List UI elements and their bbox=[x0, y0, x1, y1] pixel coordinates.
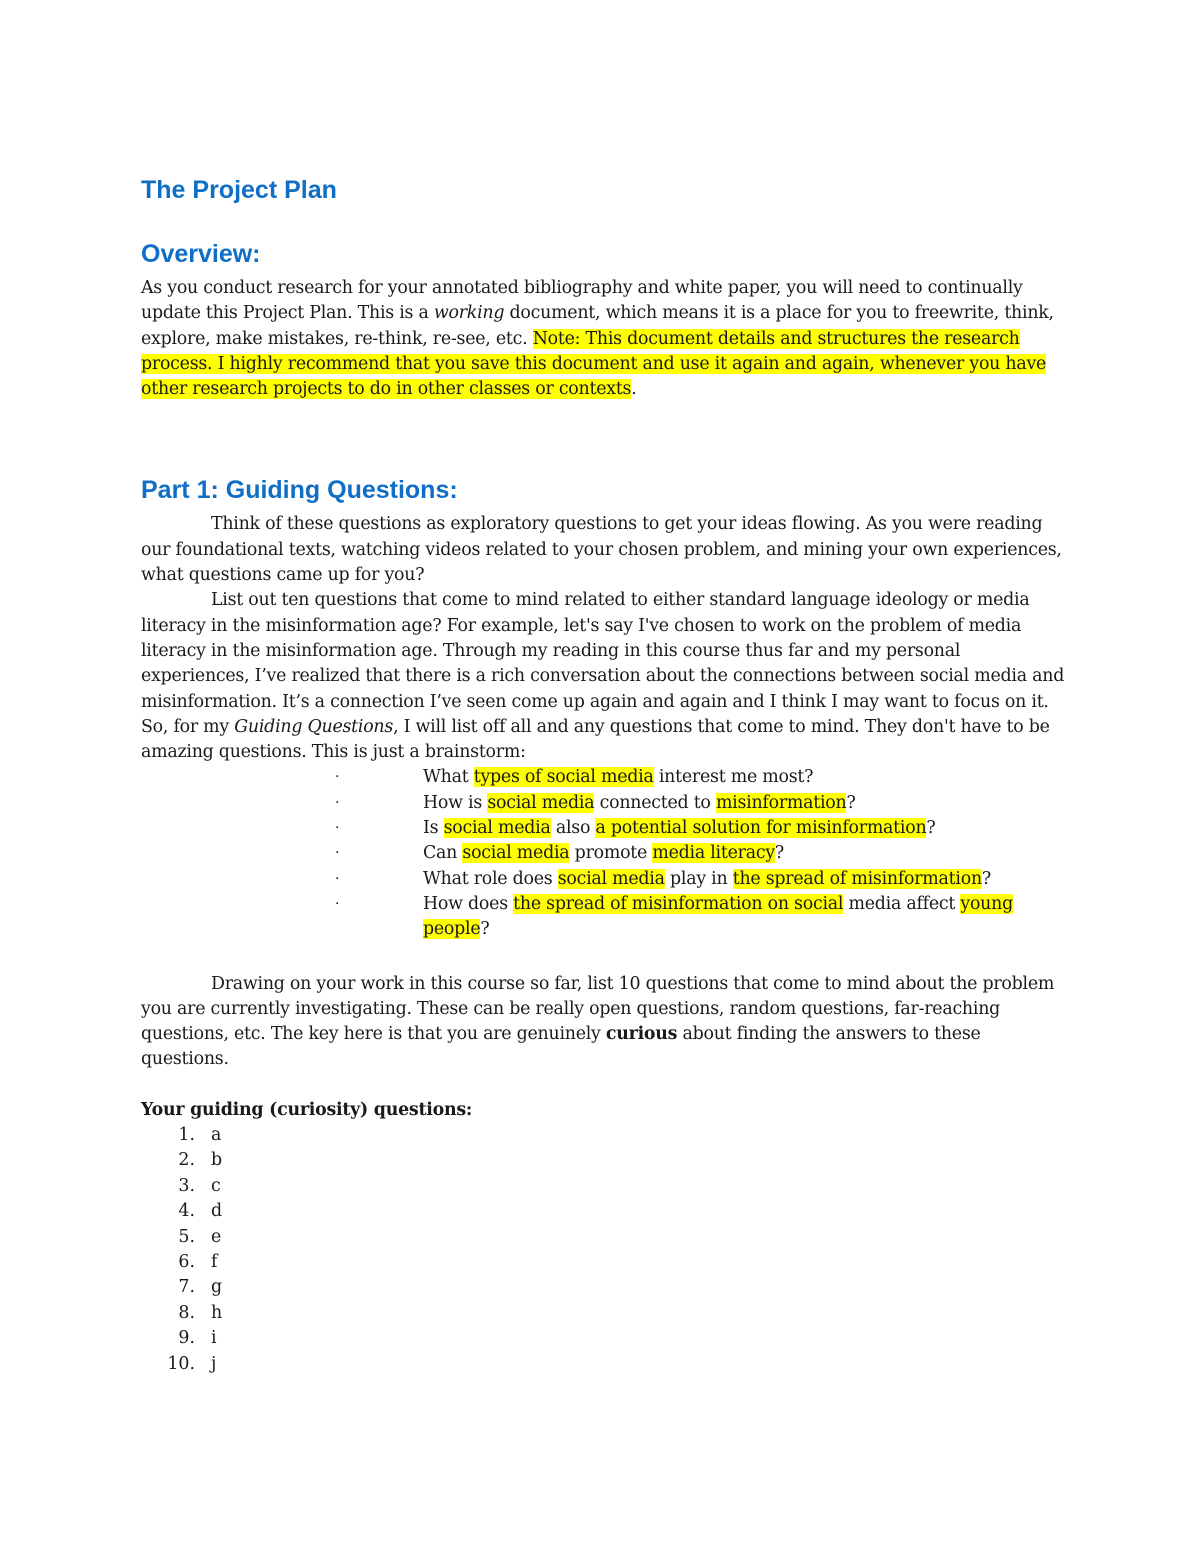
document-title: The Project Plan bbox=[141, 176, 337, 204]
curiosity-questions-list bbox=[141, 1123, 1071, 1377]
bullet-text: promote bbox=[569, 843, 653, 864]
overview-text-b: document, which means it is a place for you to freewrite, think, explore, make mistakes, re-think, re-see, etc. bbox=[141, 303, 1054, 349]
list-text: f bbox=[211, 1252, 218, 1273]
bullet-text: play in bbox=[664, 868, 733, 889]
bullet-item bbox=[141, 867, 1071, 892]
list-text: i bbox=[211, 1328, 217, 1349]
bullet-text: ? bbox=[926, 818, 936, 839]
list-text: b bbox=[211, 1150, 223, 1171]
list-number: 1. bbox=[178, 1125, 195, 1146]
highlighted-text: young people bbox=[423, 893, 1013, 940]
highlighted-text: social media bbox=[557, 868, 665, 889]
drawing-text-b: about finding the answers to these questions. bbox=[141, 1024, 981, 1070]
list-number: 10. bbox=[167, 1353, 195, 1374]
highlighted-text: media literacy bbox=[652, 843, 775, 864]
drawing-text-a: Drawing on your work in this course so far, list 10 questions that come to mind about the problem you are currently investigating. These can be really open questions, random questions, far-reaching questions, etc. The key here is that you are genuinely bbox=[141, 973, 1055, 1045]
guiding-p2-italic: Guiding Questions bbox=[234, 716, 394, 737]
bullet-text: ? bbox=[480, 919, 490, 940]
bullet-dot-icon: · bbox=[335, 820, 340, 837]
list-text: c bbox=[211, 1175, 221, 1196]
bullet-dot-icon: · bbox=[335, 769, 340, 786]
bullet-item bbox=[141, 791, 1071, 816]
list-item bbox=[141, 1275, 1071, 1300]
bullet-dot-icon: · bbox=[335, 794, 340, 811]
list-item bbox=[141, 1123, 1071, 1148]
highlighted-text: types of social media bbox=[473, 767, 654, 788]
list-number: 8. bbox=[178, 1302, 195, 1323]
list-number: 9. bbox=[178, 1328, 195, 1349]
highlighted-text: social media bbox=[443, 818, 551, 839]
drawing-bold-word: curious bbox=[605, 1024, 678, 1045]
list-item bbox=[141, 1225, 1071, 1250]
list-item bbox=[141, 1250, 1071, 1275]
highlighted-text: social media bbox=[462, 843, 570, 864]
list-item bbox=[141, 1301, 1071, 1326]
bullet-text: ? bbox=[774, 843, 784, 864]
list-text: a bbox=[211, 1125, 222, 1146]
list-number: 2. bbox=[178, 1150, 195, 1171]
bullet-item bbox=[141, 892, 1071, 943]
bullet-text: Is bbox=[423, 818, 444, 839]
overview-italic-word: working bbox=[433, 303, 505, 324]
overview-text-a: As you conduct research for your annotated bibliography and white paper, you will need to continually update this Project Plan. This is a bbox=[141, 278, 1023, 324]
highlighted-text: a potential solution for misinformation bbox=[595, 818, 927, 839]
overview-heading: Overview: bbox=[141, 240, 261, 268]
bullet-text: ? bbox=[846, 792, 856, 813]
highlighted-text: social media bbox=[487, 792, 595, 813]
bullet-text: What role does bbox=[423, 868, 558, 889]
list-text: e bbox=[211, 1226, 222, 1247]
bullet-text: How does bbox=[423, 893, 514, 914]
bullet-item bbox=[141, 816, 1071, 841]
overview-paragraph bbox=[141, 276, 1071, 402]
bullet-text: connected to bbox=[594, 792, 716, 813]
bullet-item bbox=[141, 841, 1071, 866]
bullet-text: What bbox=[423, 767, 474, 788]
list-item bbox=[141, 1148, 1071, 1173]
bullet-text: How is bbox=[423, 792, 488, 813]
list-text: g bbox=[211, 1277, 223, 1298]
list-text: h bbox=[211, 1302, 223, 1323]
drawing-paragraph bbox=[141, 972, 1071, 1073]
bullet-text: ? bbox=[981, 868, 991, 889]
guiding-p2-text-a: List out ten questions that come to mind related to either standard language ideology or media literacy in the misinformation age? For example, let's say I've chosen to work on the problem of media literacy in the misinformation age. Through my reading in this course thus far and my personal experiences, I’ve realized that there is a rich conversation about the connections between social media and misinformation. It’s a connection I’ve seen come up again and again and I think I may want to focus on it. So, for my bbox=[141, 590, 1065, 737]
list-number: 5. bbox=[178, 1226, 195, 1247]
bullet-text: also bbox=[550, 818, 596, 839]
list-number: 6. bbox=[178, 1252, 195, 1273]
highlighted-text: the spread of misinformation on social bbox=[513, 893, 844, 914]
document-page bbox=[141, 168, 1071, 1377]
bullet-dot-icon: · bbox=[335, 870, 340, 887]
list-item bbox=[141, 1199, 1071, 1224]
list-number: 7. bbox=[178, 1277, 195, 1298]
part1-heading: Part 1: Guiding Questions: bbox=[141, 476, 458, 505]
list-text: d bbox=[211, 1201, 223, 1222]
overview-text-end: . bbox=[631, 379, 637, 400]
bullet-text: interest me most? bbox=[653, 767, 814, 788]
bullet-text: media affect bbox=[843, 893, 961, 914]
curiosity-questions-heading: Your guiding (curiosity) questions: bbox=[141, 1099, 473, 1120]
list-number: 3. bbox=[178, 1175, 195, 1196]
overview-note-highlight: Note: This document details and structures the research process. I highly recommend that you save this document and use it again and again, whenever you have other research projects to do in other classes or contexts bbox=[141, 328, 1047, 400]
highlighted-text: misinformation bbox=[715, 792, 847, 813]
list-item bbox=[141, 1326, 1071, 1351]
bullet-dot-icon: · bbox=[335, 895, 340, 912]
bullet-dot-icon: · bbox=[335, 845, 340, 862]
highlighted-text: the spread of misinformation bbox=[732, 868, 982, 889]
example-questions-list bbox=[141, 765, 1071, 942]
list-text: j bbox=[211, 1353, 217, 1374]
list-item bbox=[141, 1174, 1071, 1199]
guiding-paragraph-2 bbox=[141, 588, 1071, 765]
bullet-text: Can bbox=[423, 843, 463, 864]
guiding-paragraph-1: Think of these questions as exploratory questions to get your ideas flowing. As you were reading our foundational texts, watching videos related to your chosen problem, and mining your own experiences, what questions came up for you? bbox=[141, 514, 1062, 586]
list-item bbox=[141, 1352, 1071, 1377]
list-number: 4. bbox=[178, 1201, 195, 1222]
bullet-item bbox=[141, 765, 1071, 790]
guiding-p2-text-b: , I will list off all and any questions that come to mind. They don't have to be amazing questions. This is just a brainstorm: bbox=[141, 716, 1050, 763]
